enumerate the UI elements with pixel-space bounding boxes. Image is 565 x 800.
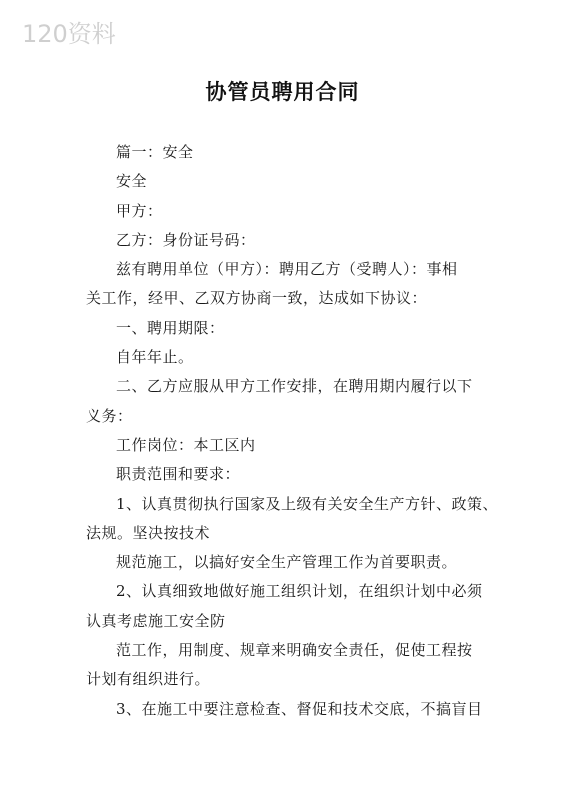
paragraph-line: 关工作，经甲、乙双方协商一致，达成如下协议： (86, 289, 428, 308)
paragraph-line: 范工作，用制度、规章来明确安全责任，促使工程按 (116, 641, 473, 660)
paragraph-line: 安全 (116, 172, 148, 191)
paragraph-line: 计划有组织进行。 (86, 670, 211, 689)
paragraph-line: 1、认真贯彻执行国家及上级有关安全生产方针、政策、 (116, 494, 499, 513)
paragraph-line: 法规。坚决按技术 (86, 523, 211, 542)
paragraph-line: 兹有聘用单位（甲方）：聘用乙方（受聘人）：事相 (116, 260, 458, 279)
paragraph-line: 二、乙方应服从甲方工作安排，在聘用期内履行以下 (116, 377, 473, 396)
paragraph-line: 规范施工，以搞好安全生产管理工作为首要职责。 (116, 553, 458, 572)
paragraph-line: 自年年止。 (116, 348, 194, 367)
paragraph-line: 2、认真细致地做好施工组织计划，在组织计划中必须 (116, 582, 483, 601)
paragraph-line: 3、在施工中要注意检查、督促和技术交底，不搞盲目 (116, 699, 483, 718)
document-title: 协管员聘用合同 (205, 80, 360, 104)
paragraph-line: 甲方： (116, 201, 163, 220)
paragraph-line: 工作岗位：本工区内 (116, 435, 256, 454)
watermark: 120资料 (22, 20, 116, 48)
paragraph-line: 义务： (86, 406, 133, 425)
paragraph-line: 一、聘用期限： (116, 318, 225, 337)
paragraph-line: 篇一：安全 (116, 143, 194, 161)
paragraph-line: 职责范围和要求： (116, 465, 241, 484)
paragraph-line: 认真考虑施工安全防 (86, 611, 226, 630)
paragraph-line: 乙方：身份证号码： (116, 230, 256, 249)
document-body (86, 138, 499, 724)
